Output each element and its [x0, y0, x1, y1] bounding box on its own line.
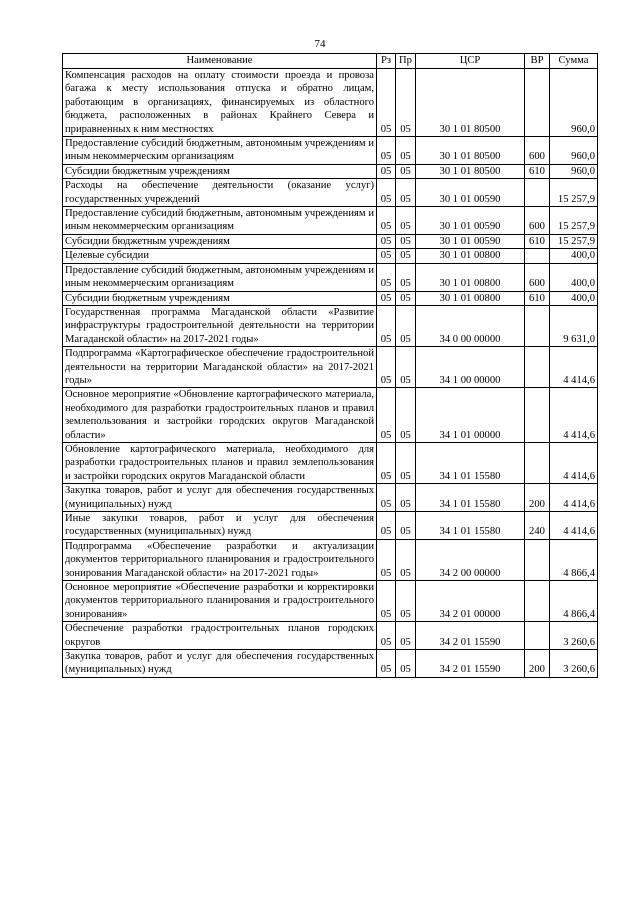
row-csr: 34 1 01 15580: [416, 512, 525, 540]
table-header-row: [63, 54, 598, 69]
table-row: [63, 484, 598, 512]
row-vr: [525, 539, 550, 580]
row-sum: 960,0: [550, 69, 598, 137]
row-rz: 05: [377, 388, 396, 443]
row-pr: 05: [396, 179, 416, 207]
table-row: [63, 291, 598, 305]
row-name: Обеспечение разработки градостроительных планов городских округов: [63, 622, 377, 650]
row-sum: 4 414,6: [550, 347, 598, 388]
table-row: [63, 263, 598, 291]
row-vr: 200: [525, 484, 550, 512]
table-row: [63, 347, 598, 388]
row-pr: 05: [396, 234, 416, 248]
header-sum: Сумма: [550, 54, 598, 69]
row-vr: [525, 305, 550, 346]
table-row: [63, 305, 598, 346]
row-vr: 610: [525, 234, 550, 248]
row-sum: 400,0: [550, 263, 598, 291]
row-name: Предоставление субсидий бюджетным, автономным учреждениям и иным некоммерческим организациям: [63, 263, 377, 291]
row-pr: 05: [396, 650, 416, 678]
row-sum: 960,0: [550, 164, 598, 178]
row-vr: [525, 249, 550, 263]
row-csr: 30 1 01 80500: [416, 137, 525, 165]
row-name: Подпрограмма «Картографическое обеспечение градостроительной деятельности на территории Магаданской области» на 2017-2021 годы»: [63, 347, 377, 388]
table-row: [63, 179, 598, 207]
row-pr: 05: [396, 484, 416, 512]
row-rz: 05: [377, 442, 396, 483]
row-rz: 05: [377, 305, 396, 346]
row-vr: [525, 347, 550, 388]
row-pr: 05: [396, 442, 416, 483]
row-vr: 600: [525, 137, 550, 165]
header-rz: Рз: [377, 54, 396, 69]
table-row: [63, 234, 598, 248]
row-csr: 30 1 01 80500: [416, 164, 525, 178]
row-csr: 30 1 01 00590: [416, 179, 525, 207]
row-vr: 610: [525, 291, 550, 305]
row-csr: 34 2 01 00000: [416, 581, 525, 622]
row-name: Подпрограмма «Обеспечение разработки и актуализации документов территориального планирования и градостроительного зонирования Магаданской области» на 2017-2021 годы»: [63, 539, 377, 580]
row-rz: 05: [377, 137, 396, 165]
row-sum: 9 631,0: [550, 305, 598, 346]
row-sum: 4 414,6: [550, 512, 598, 540]
row-vr: 600: [525, 263, 550, 291]
row-csr: 30 1 01 00590: [416, 207, 525, 235]
row-name: Обновление картографического материала, необходимого для разработки градостроительных планов и правил землепользования и застройки городских округов Магаданской области: [63, 442, 377, 483]
row-pr: 05: [396, 581, 416, 622]
row-name: Целевые субсидии: [63, 249, 377, 263]
row-pr: 05: [396, 263, 416, 291]
row-sum: 400,0: [550, 249, 598, 263]
row-rz: 05: [377, 207, 396, 235]
table-row: [63, 69, 598, 137]
row-csr: 34 1 00 00000: [416, 347, 525, 388]
row-name: Основное мероприятие «Обеспечение разработки и корректировки документов территориального планирования и градостроительного зонирования»: [63, 581, 377, 622]
row-csr: 34 2 01 15590: [416, 650, 525, 678]
row-vr: 240: [525, 512, 550, 540]
header-pr: Пр: [396, 54, 416, 69]
row-vr: [525, 179, 550, 207]
row-name: Субсидии бюджетным учреждениям: [63, 234, 377, 248]
row-rz: 05: [377, 164, 396, 178]
row-csr: 34 0 00 00000: [416, 305, 525, 346]
row-pr: 05: [396, 69, 416, 137]
row-pr: 05: [396, 622, 416, 650]
row-pr: 05: [396, 291, 416, 305]
table-row: [63, 539, 598, 580]
row-vr: [525, 581, 550, 622]
row-csr: 30 1 01 00800: [416, 249, 525, 263]
row-vr: 200: [525, 650, 550, 678]
header-name: Наименование: [63, 54, 377, 69]
row-name: Основное мероприятие «Обновление картографического материала, необходимого для разработки градостроительных планов и правил землепользования и застройки городских округов Магаданской области»: [63, 388, 377, 443]
table-row: [63, 650, 598, 678]
row-csr: 30 1 01 00590: [416, 234, 525, 248]
row-rz: 05: [377, 347, 396, 388]
row-vr: 610: [525, 164, 550, 178]
row-rz: 05: [377, 512, 396, 540]
row-name: Субсидии бюджетным учреждениям: [63, 291, 377, 305]
row-rz: 05: [377, 539, 396, 580]
row-sum: 4 414,6: [550, 484, 598, 512]
row-rz: 05: [377, 581, 396, 622]
row-rz: 05: [377, 622, 396, 650]
header-csr: ЦСР: [416, 54, 525, 69]
row-sum: 4 866,4: [550, 581, 598, 622]
table-row: [63, 442, 598, 483]
row-rz: 05: [377, 484, 396, 512]
table-row: [63, 249, 598, 263]
table-row: [63, 581, 598, 622]
row-pr: 05: [396, 512, 416, 540]
row-csr: 34 1 01 00000: [416, 388, 525, 443]
page-number: 74: [314, 38, 326, 50]
row-pr: 05: [396, 207, 416, 235]
row-name: Субсидии бюджетным учреждениям: [63, 164, 377, 178]
row-sum: 4 414,6: [550, 442, 598, 483]
row-pr: 05: [396, 305, 416, 346]
row-pr: 05: [396, 539, 416, 580]
row-pr: 05: [396, 347, 416, 388]
row-csr: 34 1 01 15580: [416, 484, 525, 512]
row-rz: 05: [377, 263, 396, 291]
row-name: Закупка товаров, работ и услуг для обеспечения государственных (муниципальных) нужд: [63, 484, 377, 512]
row-name: Иные закупки товаров, работ и услуг для обеспечения государственных (муниципальных) нужд: [63, 512, 377, 540]
row-sum: 4 866,4: [550, 539, 598, 580]
header-vr: ВР: [525, 54, 550, 69]
row-sum: 400,0: [550, 291, 598, 305]
table-row: [63, 164, 598, 178]
table-row: [63, 512, 598, 540]
budget-table: [62, 53, 598, 678]
row-vr: [525, 442, 550, 483]
row-csr: 34 1 01 15580: [416, 442, 525, 483]
row-name: Предоставление субсидий бюджетным, автономным учреждениям и иным некоммерческим организациям: [63, 207, 377, 235]
row-sum: 960,0: [550, 137, 598, 165]
row-name: Компенсация расходов на оплату стоимости проезда и провоза багажа к месту использования отпуска и обратно лицам, работающим в организациях, финансируемых из областного бюджета, расположенных в районах Крайнего Севера и приравненных к ним местностях: [63, 69, 377, 137]
row-vr: [525, 69, 550, 137]
row-csr: 34 2 00 00000: [416, 539, 525, 580]
row-rz: 05: [377, 650, 396, 678]
row-csr: 30 1 01 00800: [416, 291, 525, 305]
table-row: [63, 622, 598, 650]
row-sum: 15 257,9: [550, 234, 598, 248]
row-name: Закупка товаров, работ и услуг для обеспечения государственных (муниципальных) нужд: [63, 650, 377, 678]
row-sum: 3 260,6: [550, 622, 598, 650]
row-csr: 30 1 01 80500: [416, 69, 525, 137]
row-vr: [525, 622, 550, 650]
row-pr: 05: [396, 388, 416, 443]
row-name: Расходы на обеспечение деятельности (оказание услуг) государственных учреждений: [63, 179, 377, 207]
row-pr: 05: [396, 137, 416, 165]
row-name: Государственная программа Магаданской области «Развитие инфраструктуры градостроительной деятельности на территории Магаданской области» на 2017-2021 годы»: [63, 305, 377, 346]
row-sum: 4 414,6: [550, 388, 598, 443]
row-sum: 3 260,6: [550, 650, 598, 678]
row-rz: 05: [377, 249, 396, 263]
table-row: [63, 137, 598, 165]
row-pr: 05: [396, 164, 416, 178]
row-rz: 05: [377, 291, 396, 305]
table-row: [63, 388, 598, 443]
row-csr: 34 2 01 15590: [416, 622, 525, 650]
row-sum: 15 257,9: [550, 207, 598, 235]
row-sum: 15 257,9: [550, 179, 598, 207]
row-name: Предоставление субсидий бюджетным, автономным учреждениям и иным некоммерческим организациям: [63, 137, 377, 165]
row-rz: 05: [377, 234, 396, 248]
row-rz: 05: [377, 69, 396, 137]
row-rz: 05: [377, 179, 396, 207]
row-vr: [525, 388, 550, 443]
table-row: [63, 207, 598, 235]
row-pr: 05: [396, 249, 416, 263]
row-csr: 30 1 01 00800: [416, 263, 525, 291]
row-vr: 600: [525, 207, 550, 235]
